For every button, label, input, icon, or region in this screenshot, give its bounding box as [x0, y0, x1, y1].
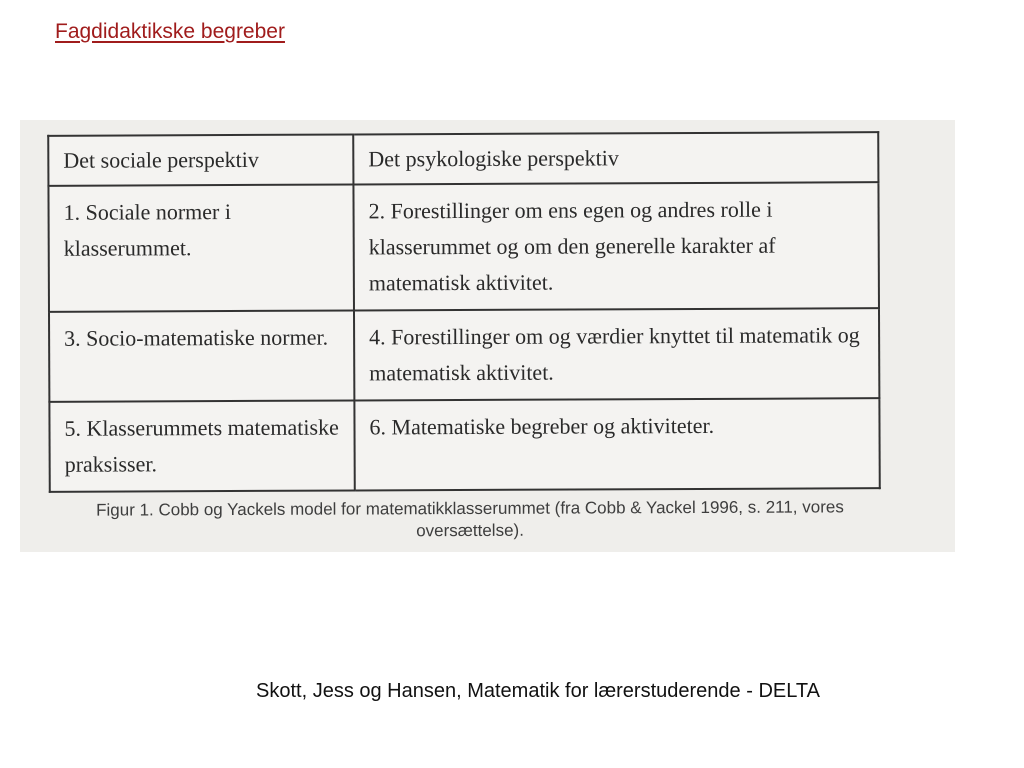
table-cell: 6. Matematiske begreber og aktiviteter.	[354, 398, 879, 490]
table-row	[49, 398, 879, 492]
table-header-row	[48, 132, 878, 186]
table-row	[48, 182, 879, 312]
source-citation: Skott, Jess og Hansen, Matematik for lærerstuderende - DELTA	[256, 680, 820, 702]
table-row	[49, 308, 879, 402]
perspectives-table	[47, 131, 881, 493]
table-cell: 1. Sociale normer i klasserummet.	[48, 184, 354, 311]
table-cell: 2. Forestillinger om ens egen og andres rolle i klasserummet og om den generelle karakter af matematisk aktivitet.	[353, 182, 879, 310]
slide-title: Fagdidaktikske begreber	[55, 20, 285, 43]
figure-caption: Figur 1. Cobb og Yackels model for matematikklasserummet (fra Cobb & Yackel 1996, s. 211, vores oversættelse).	[96, 497, 844, 541]
scanned-figure	[20, 120, 955, 552]
table-cell: 3. Socio-matematiske normer.	[49, 310, 354, 401]
header-social: Det sociale perspektiv	[48, 134, 353, 185]
header-psychological: Det psykologiske perspektiv	[353, 132, 878, 184]
table-cell: 4. Forestillinger om og værdier knyttet til matematik og matematisk aktivitet.	[354, 308, 879, 400]
table-cell: 5. Klasserummets matematiske praksisser.	[49, 400, 354, 491]
